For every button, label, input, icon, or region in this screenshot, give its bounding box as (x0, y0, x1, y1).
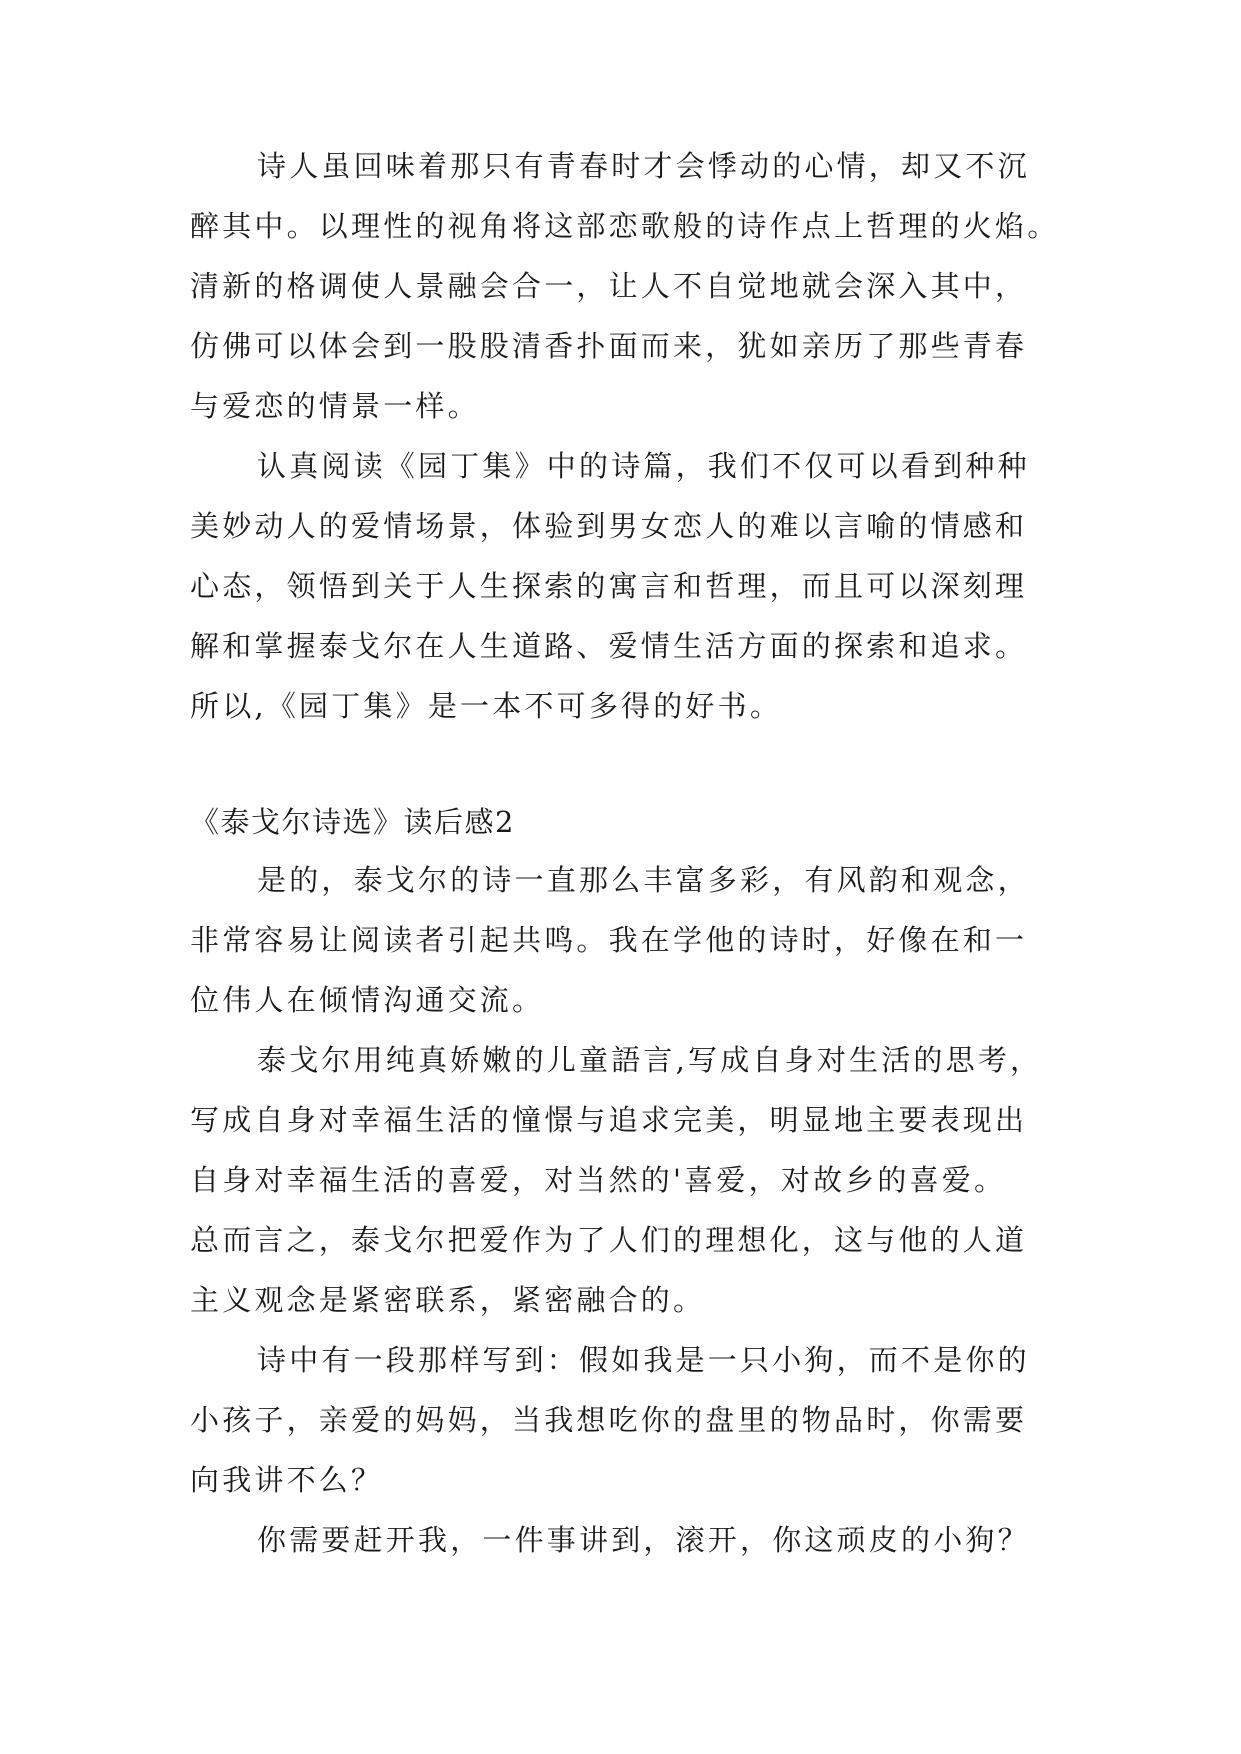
paragraph-1-line-3: 清新的格调使人景融会合一，让人不自觉地就会深入其中， (190, 269, 1028, 303)
paragraph-1-line-2: 醉其中。以理性的视角将这部恋歌般的诗作点上哲理的火焰。 (190, 209, 1060, 243)
section-paragraph-2-line-2: 写成自身对幸福生活的憧憬与追求完美，明显地主要表现出 (190, 1103, 1028, 1137)
section-paragraph-2-line-5: 主义观念是紧密联系，紧密融合的。 (190, 1283, 706, 1317)
section-paragraph-3-line-2: 小孩子，亲爱的妈妈，当我想吃你的盘里的物品时，你需要 (190, 1403, 1028, 1437)
section-paragraph-1-line-3: 位伟人在倾情沟通交流。 (190, 983, 545, 1017)
section-paragraph-1-line-2: 非常容易让阅读者引起共鸣。我在学他的诗时，好像在和一 (190, 923, 1028, 957)
paragraph-2-line-1: 认真阅读《园丁集》中的诗篇，我们不仅可以看到种种 (257, 449, 1030, 483)
section-paragraph-2-line-4: 总而言之，泰戈尔把爱作为了人们的理想化，这与他的人道 (190, 1223, 1028, 1257)
paragraph-2-line-3: 心态，领悟到关于人生探索的寓言和哲理，而且可以深刻理 (190, 569, 1028, 603)
paragraph-1-line-5: 与爱恋的情景一样。 (190, 389, 480, 423)
section-paragraph-4-line-1: 你需要赶开我，一件事讲到，滚开，你这顽皮的小狗？ (257, 1523, 1030, 1557)
section-paragraph-3-line-1: 诗中有一段那样写到：假如我是一只小狗，而不是你的 (257, 1343, 1030, 1377)
section-paragraph-3-line-3: 向我讲不么？ (190, 1463, 384, 1497)
paragraph-1-line-1: 诗人虽回味着那只有青春时才会悸动的心情，却又不沉 (257, 149, 1030, 183)
paragraph-2-line-2: 美妙动人的爱情场景，体验到男女恋人的难以言喻的情感和 (190, 509, 1028, 543)
paragraph-1-line-4: 仿佛可以体会到一股股清香扑面而来，犹如亲历了那些青春 (190, 329, 1028, 363)
section-heading: 《泰戈尔诗选》读后感2 (190, 805, 515, 839)
section-paragraph-2-line-1: 泰戈尔用纯真娇嫩的儿童語言,写成自身对生活的思考， (257, 1043, 1043, 1077)
paragraph-2-line-4: 解和掌握泰戈尔在人生道路、爱情生活方面的探索和追求。 (190, 629, 1028, 663)
section-paragraph-2-line-3: 自身对幸福生活的喜爱，对当然的'喜爱，对故乡的喜爱。 (190, 1163, 1007, 1197)
paragraph-2-line-5: 所以,《园丁集》是一本不可多得的好书。 (190, 689, 783, 723)
section-paragraph-1-line-1: 是的，泰戈尔的诗一直那么丰富多彩，有风韵和观念， (257, 863, 1030, 897)
